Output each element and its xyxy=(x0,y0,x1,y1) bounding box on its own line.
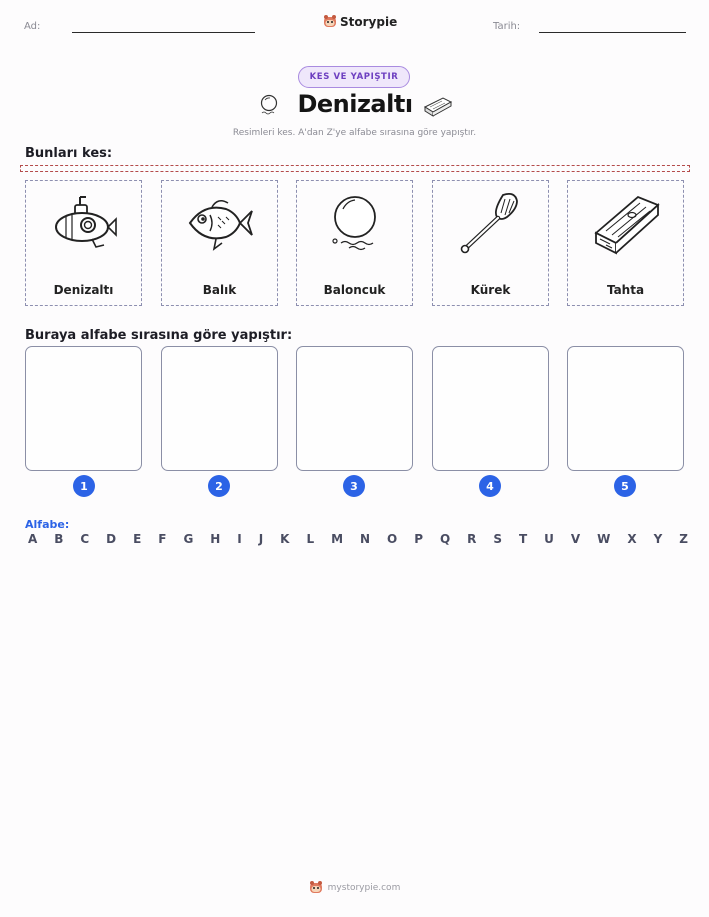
alphabet-letter: Y xyxy=(653,532,663,546)
alphabet-row xyxy=(28,532,688,546)
alphabet-letter: R xyxy=(467,532,477,546)
alphabet-heading: Alfabe: xyxy=(25,518,70,531)
alphabet-letter: E xyxy=(133,532,142,546)
cut-card-submarine[interactable] xyxy=(25,180,142,306)
alphabet-letter: J xyxy=(258,532,264,546)
paddle-icon xyxy=(457,189,525,257)
instructions: Resimleri kes. A'dan Z'ye alfabe sırasına göre yapıştır. xyxy=(232,128,477,138)
name-line xyxy=(72,32,255,33)
footer xyxy=(0,880,709,895)
alphabet-letter: Q xyxy=(439,532,451,546)
paste-heading: Buraya alfabe sırasına göre yapıştır: xyxy=(25,328,293,343)
alphabet-letter: A xyxy=(28,532,38,546)
date-label: Tarih: xyxy=(493,21,521,32)
paste-number-2: 2 xyxy=(208,475,230,497)
paste-number-4: 4 xyxy=(479,475,501,497)
alphabet-letter: V xyxy=(570,532,581,546)
cut-line xyxy=(20,165,690,172)
paste-number-1: 1 xyxy=(73,475,95,497)
cut-card-label: Balık xyxy=(202,283,237,297)
paste-box-5[interactable] xyxy=(567,346,684,471)
cut-card-label: Denizaltı xyxy=(53,283,114,297)
alphabet-letter: M xyxy=(331,532,344,546)
fish-icon xyxy=(186,189,254,257)
alphabet-letter: P xyxy=(414,532,423,546)
wood-plank-icon xyxy=(592,189,660,257)
wood-plank-icon xyxy=(423,95,453,117)
paste-box-3[interactable] xyxy=(296,346,413,471)
alphabet-letter: O xyxy=(387,532,398,546)
name-label: Ad: xyxy=(24,21,41,32)
paste-number-3: 3 xyxy=(343,475,365,497)
activity-badge: KES VE YAPIŞTIR xyxy=(298,66,410,88)
page-title: Denizaltı xyxy=(297,90,413,118)
bubble-icon xyxy=(321,189,389,257)
alphabet-letter: X xyxy=(627,532,637,546)
storypie-mascot-icon xyxy=(323,14,337,29)
alphabet-letter: H xyxy=(210,532,221,546)
alphabet-letter: Z xyxy=(679,532,688,546)
alphabet-letter: I xyxy=(237,532,242,546)
footer-site[interactable]: mystorypie.com xyxy=(327,882,401,893)
paste-box-2[interactable] xyxy=(161,346,278,471)
alphabet-letter: F xyxy=(158,532,167,546)
cut-card-plank[interactable] xyxy=(567,180,684,306)
alphabet-letter: C xyxy=(80,532,90,546)
brand-logo xyxy=(323,14,397,29)
alphabet-letter: K xyxy=(280,532,290,546)
alphabet-letter: N xyxy=(360,532,371,546)
bubble-icon xyxy=(259,94,279,116)
alphabet-letter: U xyxy=(544,532,554,546)
alphabet-letter: W xyxy=(597,532,611,546)
alphabet-letter: D xyxy=(106,532,117,546)
cut-card-label: Baloncuk xyxy=(323,283,386,297)
cut-card-label: Kürek xyxy=(470,283,511,297)
alphabet-letter: G xyxy=(183,532,194,546)
alphabet-letter: B xyxy=(54,532,64,546)
alphabet-letter: T xyxy=(518,532,528,546)
alphabet-letter: S xyxy=(493,532,502,546)
storypie-mascot-icon xyxy=(309,880,323,895)
submarine-icon xyxy=(50,189,118,257)
date-line xyxy=(539,32,686,33)
paste-box-1[interactable] xyxy=(25,346,142,471)
cut-card-fish[interactable] xyxy=(161,180,278,306)
paste-box-4[interactable] xyxy=(432,346,549,471)
alphabet-letter: L xyxy=(306,532,315,546)
cut-card-label: Tahta xyxy=(606,283,645,297)
paste-number-5: 5 xyxy=(614,475,636,497)
cut-card-paddle[interactable] xyxy=(432,180,549,306)
brand-name: Storypie xyxy=(340,14,398,29)
cut-heading: Bunları kes: xyxy=(25,146,113,161)
cut-card-bubble[interactable] xyxy=(296,180,413,306)
